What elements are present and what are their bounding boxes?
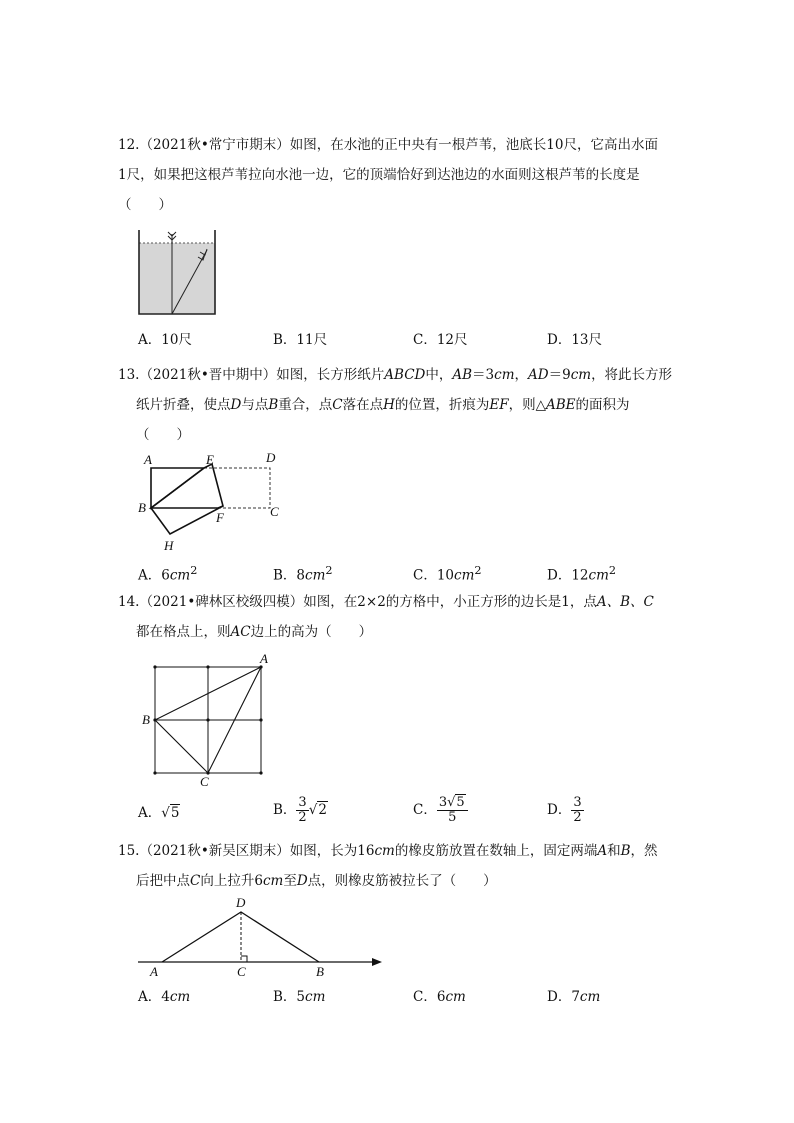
q13-label-c: C [270, 504, 279, 519]
right-angle-mark [241, 956, 247, 962]
q15-label-a: A [150, 964, 158, 979]
q14-label-a: A [260, 651, 268, 666]
q13-text-line1: 13.（2021秋•晋中期中）如图，长方形纸片ABCD中，AB＝3cm，AD＝9cm，将此长方形 [118, 367, 673, 383]
q12-option-a[interactable]: A．10尺 [138, 332, 192, 348]
q12-pool-figure [136, 226, 220, 318]
q15-option-d[interactable]: D．7cm [547, 989, 601, 1005]
q13-option-a[interactable]: A．$6cm^2$ [138, 564, 198, 584]
q14-option-b[interactable]: B． $\frac{3}{2}$ √2 [273, 795, 327, 825]
q12-text-line3: （ ） [118, 197, 172, 213]
q13-label-f: F [216, 510, 224, 525]
q14-label-c: C [200, 774, 209, 789]
q12-option-d[interactable]: D．13尺 [547, 332, 603, 348]
q15-label-b: B [316, 964, 324, 979]
q13-option-b[interactable]: B．$8cm^2$ [273, 564, 333, 584]
q13-label-a: A [144, 452, 152, 467]
q15-text-line1: 15.（2021秋•新吴区期末）如图，长为16cm的橡皮筋放置在数轴上，固定两端A和B，然 [118, 843, 658, 859]
q13-label-h: H [164, 538, 174, 553]
q15-label-c: C [237, 964, 246, 979]
q15-text-line2: 后把中点C向上拉升6cm至D点，则橡皮筋被拉长了（ ） [136, 873, 497, 889]
q14-text-line1: 14.（2021•碑林区校级四模）如图，在2×2的方格中，小正方形的边长是1，点A、B、C [118, 594, 654, 610]
q14-label-b: B [142, 712, 150, 727]
q12-option-b[interactable]: B．11尺 [273, 332, 328, 348]
q13-label-d: D [266, 450, 276, 465]
q15-option-a[interactable]: A．4cm [138, 989, 191, 1005]
q12-text-line2: 1尺，如果把这根芦苇拉向水池一边，它的顶端恰好到达池边的水面则这根芦苇的长度是 [118, 167, 640, 183]
q15-option-c[interactable]: C．6cm [413, 989, 466, 1005]
folded-part [151, 464, 223, 508]
q13-option-c[interactable]: C．$10cm^2$ [413, 564, 482, 584]
q13-label-e: E [206, 452, 214, 467]
q12-text-line1: 12.（2021秋•常宁市期末）如图，在水池的正中央有一根芦苇，池底长10尺，它高出水面 [118, 137, 658, 153]
q13-option-d[interactable]: D．$12cm^2$ [547, 564, 617, 584]
q15-label-d: D [236, 895, 246, 910]
q14-text-line2: 都在格点上，则AC边上的高为（ ） [136, 624, 373, 640]
q13-text-line2: 纸片折叠，使点D与点B重合，点C落在点H的位置，折痕为EF，则△ABE的面积为 [136, 397, 630, 413]
q14-grid-figure [138, 650, 278, 790]
q15-numberline-figure [134, 892, 388, 980]
q13-fold-figure [134, 448, 284, 556]
q13-text-line3: （ ） [136, 427, 190, 443]
q15-option-b[interactable]: B．5cm [273, 989, 326, 1005]
q14-option-c[interactable]: C． $\frac{3√5}{5}$ [413, 796, 468, 825]
q14-option-d[interactable]: D． $\frac{3}{2}$ [547, 795, 582, 825]
q13-label-b: B [138, 500, 146, 515]
q14-option-a[interactable]: A．√5 [138, 805, 180, 821]
q12-option-c[interactable]: C．12尺 [413, 332, 468, 348]
folded-bh-hf [151, 506, 223, 534]
number-line-arrow [372, 958, 382, 966]
